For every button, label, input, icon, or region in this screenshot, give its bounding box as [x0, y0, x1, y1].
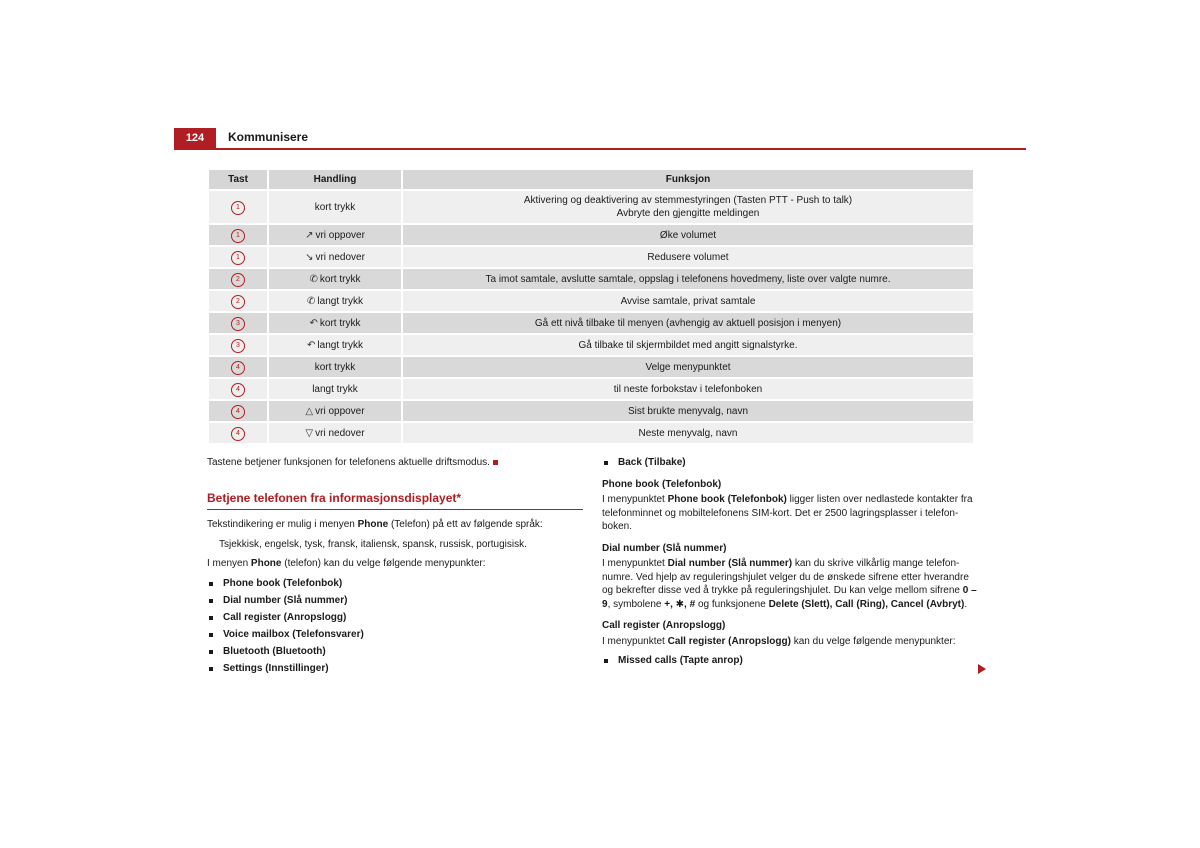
table-row — [209, 335, 973, 357]
list-item: Settings (Innstillinger) — [207, 662, 583, 676]
list-item: Bluetooth (Bluetooth) — [207, 645, 583, 659]
action-cell — [269, 291, 401, 313]
list-item: Missed calls (Tapte anrop) — [602, 654, 982, 668]
triangle-up-icon: △ — [305, 405, 314, 417]
action-cell — [269, 313, 401, 335]
header-divider — [174, 148, 1026, 150]
function-cell — [403, 191, 973, 225]
key-cell — [209, 335, 267, 357]
key-number-badge: 3 — [231, 317, 245, 331]
phonebook-paragraph: I menypunktet Phone book (Telefonbok) ligger listen over nedlastede kontakter fra telefonminnet og mobiltelefonens SIM-kort. Det er 2500 lagringsplasser i telefonboken. — [602, 494, 973, 532]
keys-table — [207, 170, 975, 445]
next-page-arrow-icon[interactable] — [978, 664, 986, 674]
table-row — [209, 313, 973, 335]
action-label: kort trykk — [319, 273, 361, 285]
action-cell — [269, 191, 401, 225]
action-label: vri nedover — [315, 251, 365, 263]
action-cell — [269, 269, 401, 291]
phone-icon: ✆ — [307, 295, 316, 307]
function-cell — [403, 379, 973, 401]
volume-down-icon: ↘ — [305, 251, 314, 263]
phonebook-heading: Phone book (Telefonbok) — [602, 478, 722, 490]
callreg-paragraph: I menypunktet Call register (Anropslogg) kan du velge følgende menypunkter: — [602, 635, 956, 647]
table-row — [209, 401, 973, 423]
key-number-badge: 4 — [231, 427, 245, 441]
function-cell — [403, 401, 973, 423]
menu-items-list — [207, 577, 583, 676]
key-cell — [209, 423, 267, 445]
column-header-key: Tast — [209, 170, 267, 191]
key-cell — [209, 191, 267, 225]
function-text: Øke volumet — [659, 229, 717, 241]
section-title: Kommunisere — [228, 130, 309, 144]
end-marker-icon — [493, 460, 498, 465]
action-label: vri oppover — [315, 229, 365, 241]
function-text: Redusere volumet — [647, 251, 729, 263]
function-cell — [403, 247, 973, 269]
key-number-badge: 1 — [231, 201, 245, 215]
action-label: vri nedover — [315, 427, 365, 439]
table-row — [209, 225, 973, 247]
function-text: til neste forbokstav i telefonboken — [613, 383, 763, 395]
action-label: langt trykk — [317, 295, 363, 307]
action-cell — [269, 401, 401, 423]
function-text: Neste menyvalg, navn — [638, 427, 738, 439]
callreg-items-list — [602, 654, 982, 668]
function-cell — [403, 423, 973, 445]
action-cell — [269, 423, 401, 445]
list-item: Voice mailbox (Telefonsvarer) — [207, 628, 583, 642]
function-text: Velge menypunktet — [645, 361, 731, 373]
function-cell — [403, 225, 973, 247]
function-text: Aktivering og deaktivering av stemmestyringen (Tasten PTT - Push to talk) — [523, 195, 853, 206]
action-label: kort trykk — [319, 317, 361, 329]
action-label: kort trykk — [314, 361, 356, 373]
list-item: Phone book (Telefonbok) — [207, 577, 583, 591]
function-text: Avvise samtale, privat samtale — [620, 295, 756, 307]
list-item: Dial number (Slå nummer) — [207, 594, 583, 608]
key-number-badge: 3 — [231, 339, 245, 353]
right-column — [602, 456, 982, 674]
dial-heading: Dial number (Slå nummer) — [602, 542, 727, 554]
function-cell — [403, 269, 973, 291]
function-cell — [403, 313, 973, 335]
page-number: 124 — [174, 128, 216, 148]
function-cell — [403, 291, 973, 313]
table-row — [209, 269, 973, 291]
triangle-down-icon: ▽ — [305, 427, 314, 439]
function-text: Sist brukte menyvalg, navn — [627, 405, 749, 417]
volume-up-icon: ↗ — [305, 229, 314, 241]
page-header — [174, 128, 1026, 150]
key-cell — [209, 269, 267, 291]
language-list: Tsjekkisk, engelsk, tysk, fransk, italiensk, spansk, russisk, portugisisk. — [219, 538, 527, 550]
key-number-badge: 1 — [231, 229, 245, 243]
key-number-badge: 1 — [231, 251, 245, 265]
key-cell — [209, 291, 267, 313]
function-cell — [403, 357, 973, 379]
back-arrow-icon: ↶ — [307, 339, 316, 351]
table-row — [209, 379, 973, 401]
language-paragraph: Tekstindikering er mulig i menyen Phone (Telefon) på ett av følgende språk: — [207, 519, 543, 530]
action-label: vri oppover — [315, 405, 365, 417]
back-item-list — [602, 456, 982, 470]
left-column — [207, 456, 583, 681]
table-row — [209, 423, 973, 445]
key-number-badge: 4 — [231, 405, 245, 419]
column-header-function: Funksjon — [403, 170, 973, 191]
list-item: Call register (Anropslogg) — [207, 611, 583, 625]
function-text: Ta imot samtale, avslutte samtale, oppslag i telefonens hovedmeny, liste over valgte numre. — [485, 273, 891, 285]
callreg-heading: Call register (Anropslogg) — [602, 620, 726, 631]
key-number-badge: 2 — [231, 273, 245, 287]
function-text: Gå tilbake til skjermbildet med angitt signalstyrke. — [578, 339, 798, 351]
key-cell — [209, 379, 267, 401]
action-label: kort trykk — [314, 201, 356, 213]
function-text: Gå ett nivå tilbake til menyen (avhengig av aktuell posisjon i menyen) — [534, 317, 842, 329]
key-number-badge: 2 — [231, 295, 245, 309]
action-label: langt trykk — [317, 339, 363, 351]
action-cell — [269, 379, 401, 401]
section-heading: Betjene telefonen fra informasjonsdisplayet* — [207, 492, 583, 511]
key-number-badge: 4 — [231, 383, 245, 397]
key-cell — [209, 247, 267, 269]
column-header-action: Handling — [269, 170, 401, 191]
key-cell — [209, 313, 267, 335]
key-number-badge: 4 — [231, 361, 245, 375]
table-row — [209, 291, 973, 313]
menu-intro: I menyen Phone (telefon) kan du velge følgende menypunkter: — [207, 558, 486, 569]
action-cell — [269, 357, 401, 379]
list-item: Back (Tilbake) — [602, 456, 982, 470]
action-cell — [269, 225, 401, 247]
action-cell — [269, 247, 401, 269]
table-row — [209, 357, 973, 379]
action-label: langt trykk — [312, 383, 358, 395]
phone-icon: ✆ — [309, 273, 318, 285]
key-cell — [209, 225, 267, 247]
dial-paragraph: I menypunktet Dial number (Slå nummer) kan du skrive vilkårlig mange telefonnumre. Ved hjelp av reguleringshjulet velger du de ønskede sifrene etter hverandre og bekrefter disse ved å trykke på reguleringshjulet. Du kan velge mellom sifrene 0 – 9, symbolene +, ✱, # og funksjonene Delete (Slett), Call (Ring), Cancel (Avbryt). — [602, 558, 977, 610]
key-cell — [209, 401, 267, 423]
key-cell — [209, 357, 267, 379]
function-cell — [403, 335, 973, 357]
note-paragraph: Tastene betjener funksjonen for telefonens aktuelle driftsmodus. — [207, 456, 583, 470]
function-text-secondary: Avbryte den gjengitte meldingen — [616, 208, 760, 219]
table-row — [209, 247, 973, 269]
table-row — [209, 191, 973, 225]
action-cell — [269, 335, 401, 357]
back-arrow-icon: ↶ — [309, 317, 318, 329]
